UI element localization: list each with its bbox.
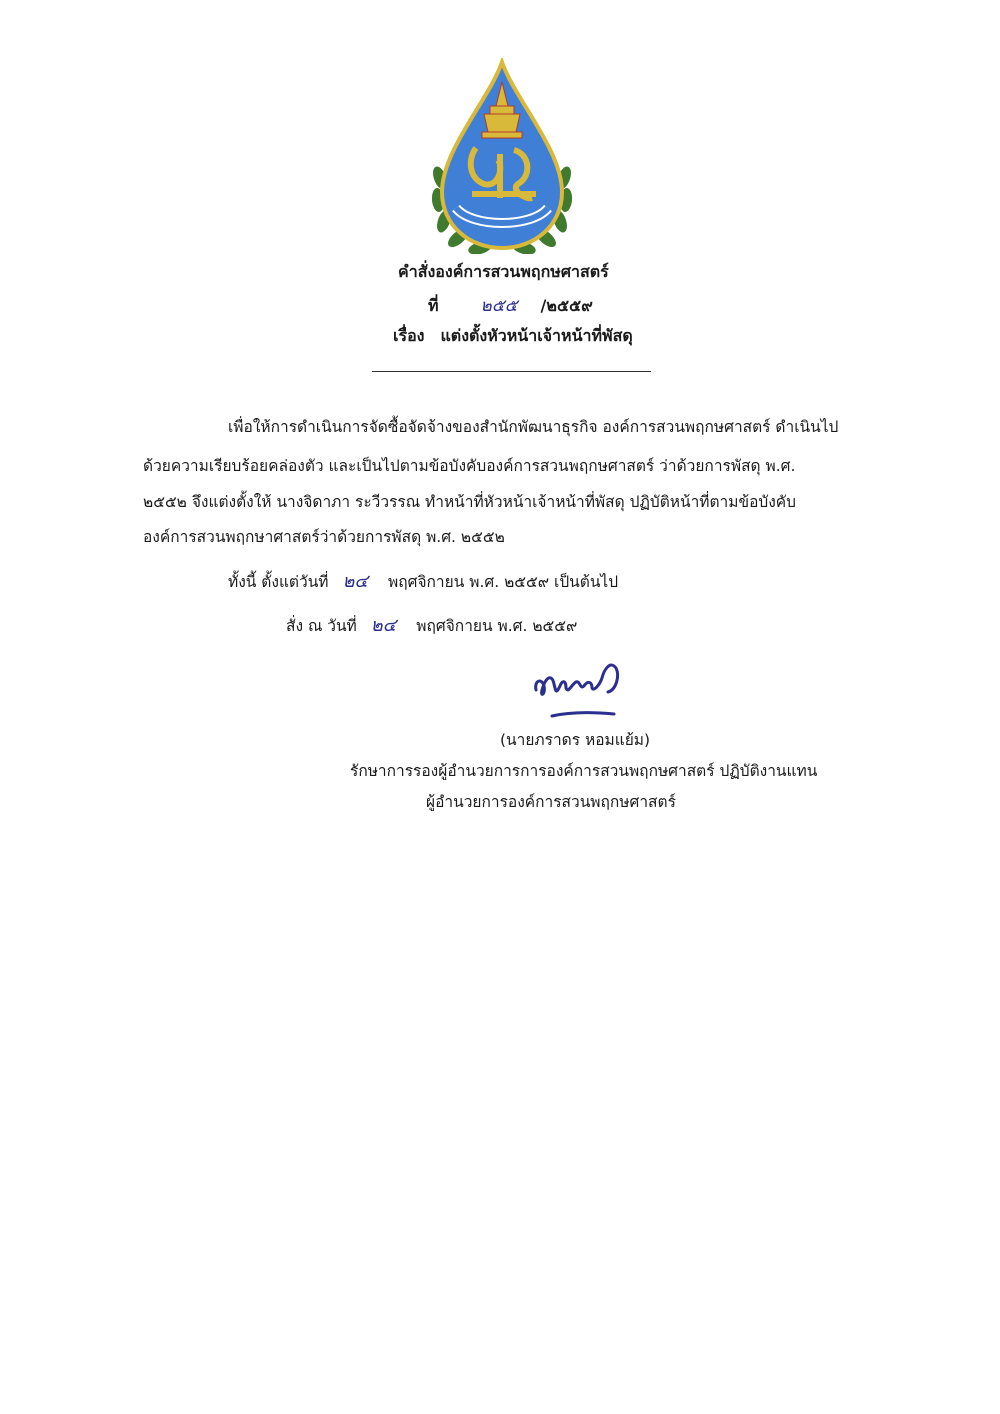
signatory-position-2: ผู้อำนวยการองค์การสวนพฤกษศาสตร์ [426, 793, 676, 811]
ordered-prefix: สั่ง ณ วันที่ [286, 617, 357, 635]
handwritten-signature-icon [530, 650, 630, 722]
order-subject [393, 324, 633, 349]
header-divider [372, 371, 651, 372]
body-line-1: เพื่อให้การดำเนินการจัดซื้อจัดจ้างของสำนักพัฒนาธุรกิจ องค์การสวนพฤกษศาสตร์ ดำเนินไป [228, 418, 839, 436]
body-line-4: องค์การสวนพฤกษาศาสตร์ว่าด้วยการพัสดุ พ.ศ. ๒๕๕๒ [143, 528, 505, 546]
subject-label: เรื่อง [393, 326, 425, 345]
body-line-3: ๒๕๕๒ จึงแต่งตั้งให้ นางจิดาภา ระวีวรรณ ทำหน้าที่หัวหน้าเจ้าหน้าที่พัสดุ ปฏิบัติหน้าที่ตามข้อบังคับ [143, 493, 796, 511]
order-number-handwritten: ๒๕๕ [480, 296, 518, 316]
order-number-label: ที่ [428, 296, 439, 315]
subject-text: แต่งตั้งหัวหน้าเจ้าหน้าที่พัสดุ [440, 326, 633, 345]
effective-prefix: ทั้งนี้ ตั้งแต่วันที่ [228, 573, 329, 591]
order-number [428, 292, 593, 319]
ordered-date-line [286, 610, 577, 639]
body-line-2: ด้วยความเรียบร้อยคล่องตัว และเป็นไปตามข้อบังคับองค์การสวนพฤกษศาสตร์ ว่าด้วยการพัสดุ พ.ศ. [143, 457, 796, 475]
effective-date-line [228, 566, 618, 595]
order-number-suffix: /๒๕๕๙ [540, 296, 593, 315]
effective-suffix: พฤศจิกายน พ.ศ. ๒๕๕๙ เป็นต้นไป [388, 573, 619, 591]
signatory-name: (นายภราดร หอมแย้ม) [500, 731, 651, 749]
signatory-position-1: รักษาการรองผู้อำนวยการการองค์การสวนพฤกษศาสตร์ ปฏิบัติงานแทน [350, 762, 818, 780]
organization-emblem-icon [428, 58, 576, 254]
ordered-suffix: พฤศจิกายน พ.ศ. ๒๕๕๙ [416, 617, 578, 635]
effective-day: ๒๔ [342, 571, 369, 592]
ordered-day: ๒๔ [370, 615, 397, 636]
order-title: คำสั่งองค์การสวนพฤกษศาสตร์ [398, 262, 609, 281]
